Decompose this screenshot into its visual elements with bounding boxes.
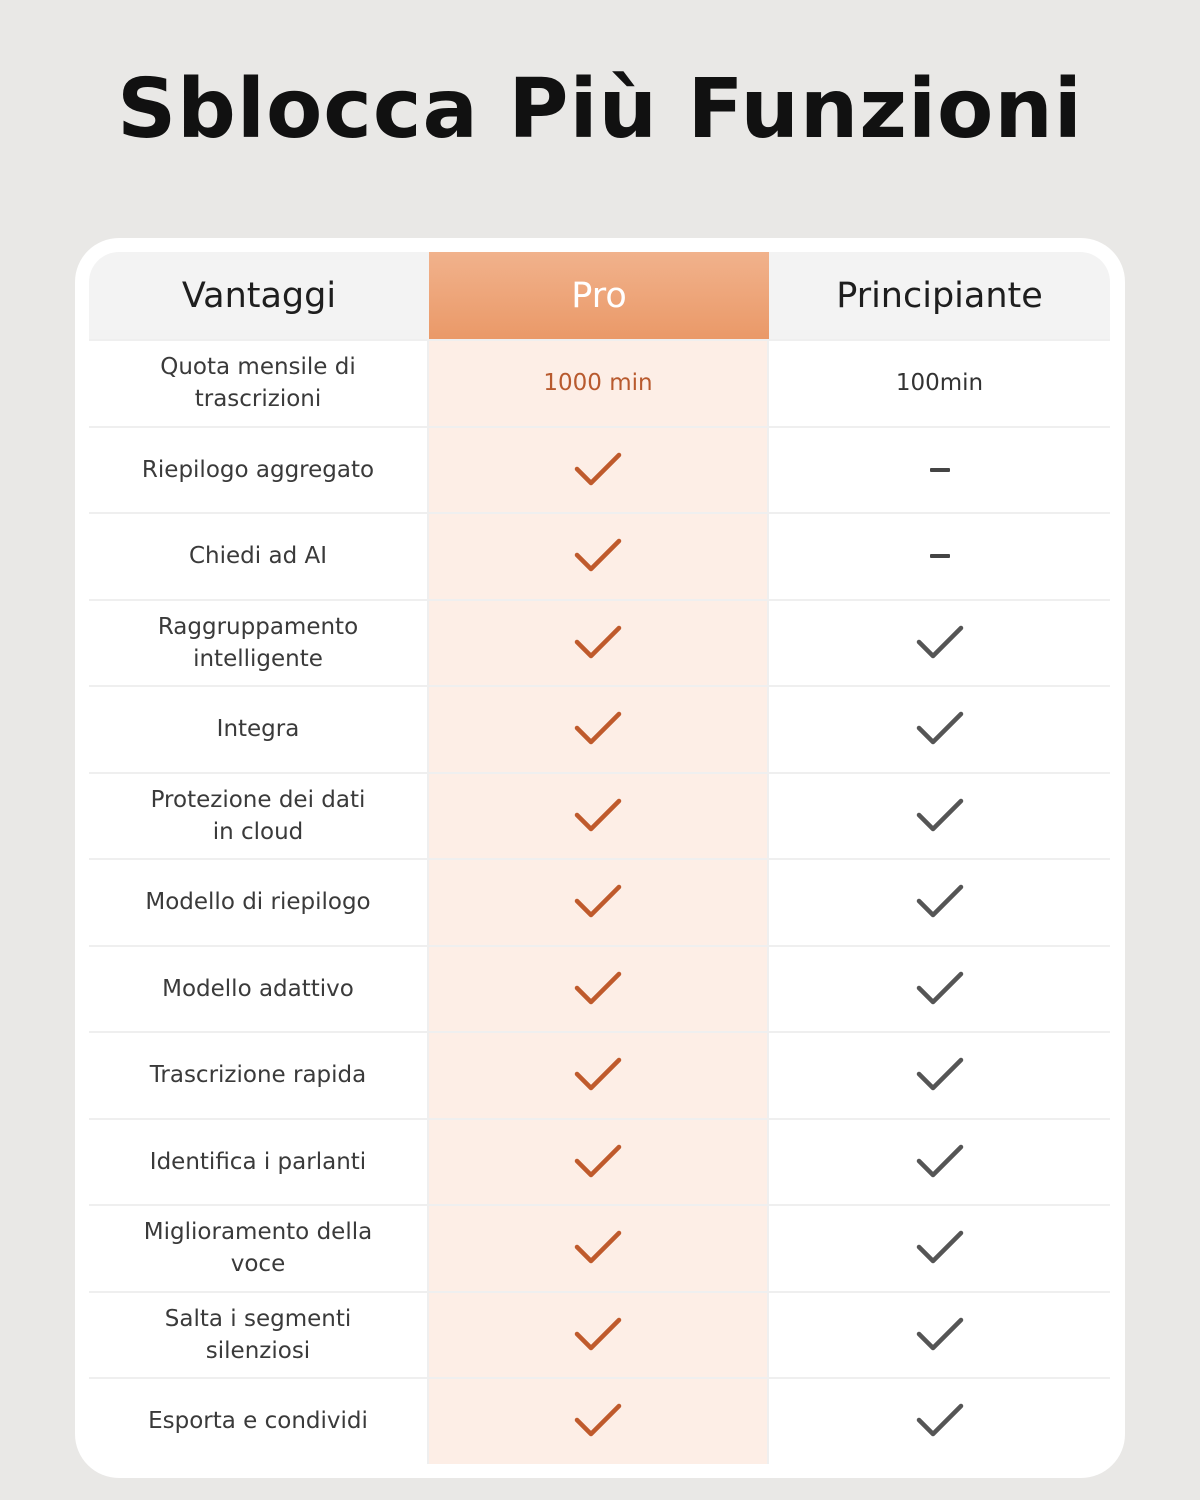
basic-cell — [769, 1293, 1110, 1378]
table-row — [89, 1291, 1110, 1378]
check-icon — [916, 971, 964, 1007]
pro-cell — [429, 341, 769, 426]
feature-label: Protezione dei dati in cloud — [89, 774, 429, 859]
basic-cell — [769, 1206, 1110, 1291]
basic-cell — [769, 514, 1110, 599]
check-icon — [574, 538, 622, 574]
feature-label: Modello di riepilogo — [89, 860, 429, 945]
page-title: Sblocca Più Funzioni — [117, 62, 1083, 157]
comparison-table — [89, 252, 1110, 1464]
pro-cell — [429, 601, 769, 686]
feature-label: Trascrizione rapida — [89, 1033, 429, 1118]
table-body — [89, 339, 1110, 1464]
feature-label: Raggruppamento intelligente — [89, 601, 429, 686]
check-icon — [916, 884, 964, 920]
pro-cell — [429, 514, 769, 599]
check-icon — [574, 1230, 622, 1266]
basic-cell — [769, 1120, 1110, 1205]
basic-cell — [769, 428, 1110, 513]
basic-cell — [769, 860, 1110, 945]
feature-label: Miglioramento della voce — [89, 1206, 429, 1291]
basic-cell — [769, 341, 1110, 426]
pro-cell — [429, 1379, 769, 1464]
basic-cell — [769, 1379, 1110, 1464]
check-icon — [574, 711, 622, 747]
basic-cell — [769, 601, 1110, 686]
header-basic: Principiante — [769, 252, 1110, 339]
feature-label: Salta i segmenti silenziosi — [89, 1293, 429, 1378]
feature-label: Modello adattivo — [89, 947, 429, 1032]
pro-cell — [429, 774, 769, 859]
pro-cell — [429, 1033, 769, 1118]
table-row — [89, 858, 1110, 945]
table-row — [89, 1204, 1110, 1291]
basic-cell — [769, 687, 1110, 772]
check-icon — [916, 1403, 964, 1439]
table-row — [89, 512, 1110, 599]
check-icon — [574, 1317, 622, 1353]
check-icon — [574, 798, 622, 834]
table-row — [89, 772, 1110, 859]
dash-icon — [930, 554, 950, 558]
check-icon — [916, 1317, 964, 1353]
dash-icon — [930, 468, 950, 472]
basic-cell — [769, 947, 1110, 1032]
check-icon — [574, 1144, 622, 1180]
check-icon — [574, 971, 622, 1007]
check-icon — [916, 1230, 964, 1266]
pro-cell — [429, 687, 769, 772]
pro-cell — [429, 947, 769, 1032]
feature-label: Quota mensile di trascrizioni — [89, 341, 429, 426]
pro-cell — [429, 860, 769, 945]
check-icon — [574, 452, 622, 488]
feature-label: Esporta e condividi — [89, 1379, 429, 1464]
table-row — [89, 1118, 1110, 1205]
feature-label: Identifica i parlanti — [89, 1120, 429, 1205]
header-pro: Pro — [429, 252, 769, 339]
feature-label: Riepilogo aggregato — [89, 428, 429, 513]
table-row — [89, 426, 1110, 513]
pro-value: 1000 min — [543, 370, 653, 397]
basic-value: 100min — [895, 370, 984, 397]
feature-label: Integra — [89, 687, 429, 772]
check-icon — [916, 711, 964, 747]
table-row — [89, 1377, 1110, 1464]
check-icon — [574, 884, 622, 920]
pro-cell — [429, 1206, 769, 1291]
basic-cell — [769, 774, 1110, 859]
table-header-row — [89, 252, 1110, 339]
basic-cell — [769, 1033, 1110, 1118]
table-row — [89, 945, 1110, 1032]
pro-cell — [429, 428, 769, 513]
check-icon — [916, 798, 964, 834]
feature-label: Chiedi ad AI — [89, 514, 429, 599]
pro-cell — [429, 1120, 769, 1205]
table-row — [89, 685, 1110, 772]
table-row — [89, 339, 1110, 426]
check-icon — [916, 1144, 964, 1180]
check-icon — [916, 625, 964, 661]
check-icon — [916, 1057, 964, 1093]
check-icon — [574, 625, 622, 661]
table-row — [89, 1031, 1110, 1118]
header-features: Vantaggi — [89, 252, 429, 339]
check-icon — [574, 1057, 622, 1093]
check-icon — [574, 1403, 622, 1439]
pro-cell — [429, 1293, 769, 1378]
table-row — [89, 599, 1110, 686]
